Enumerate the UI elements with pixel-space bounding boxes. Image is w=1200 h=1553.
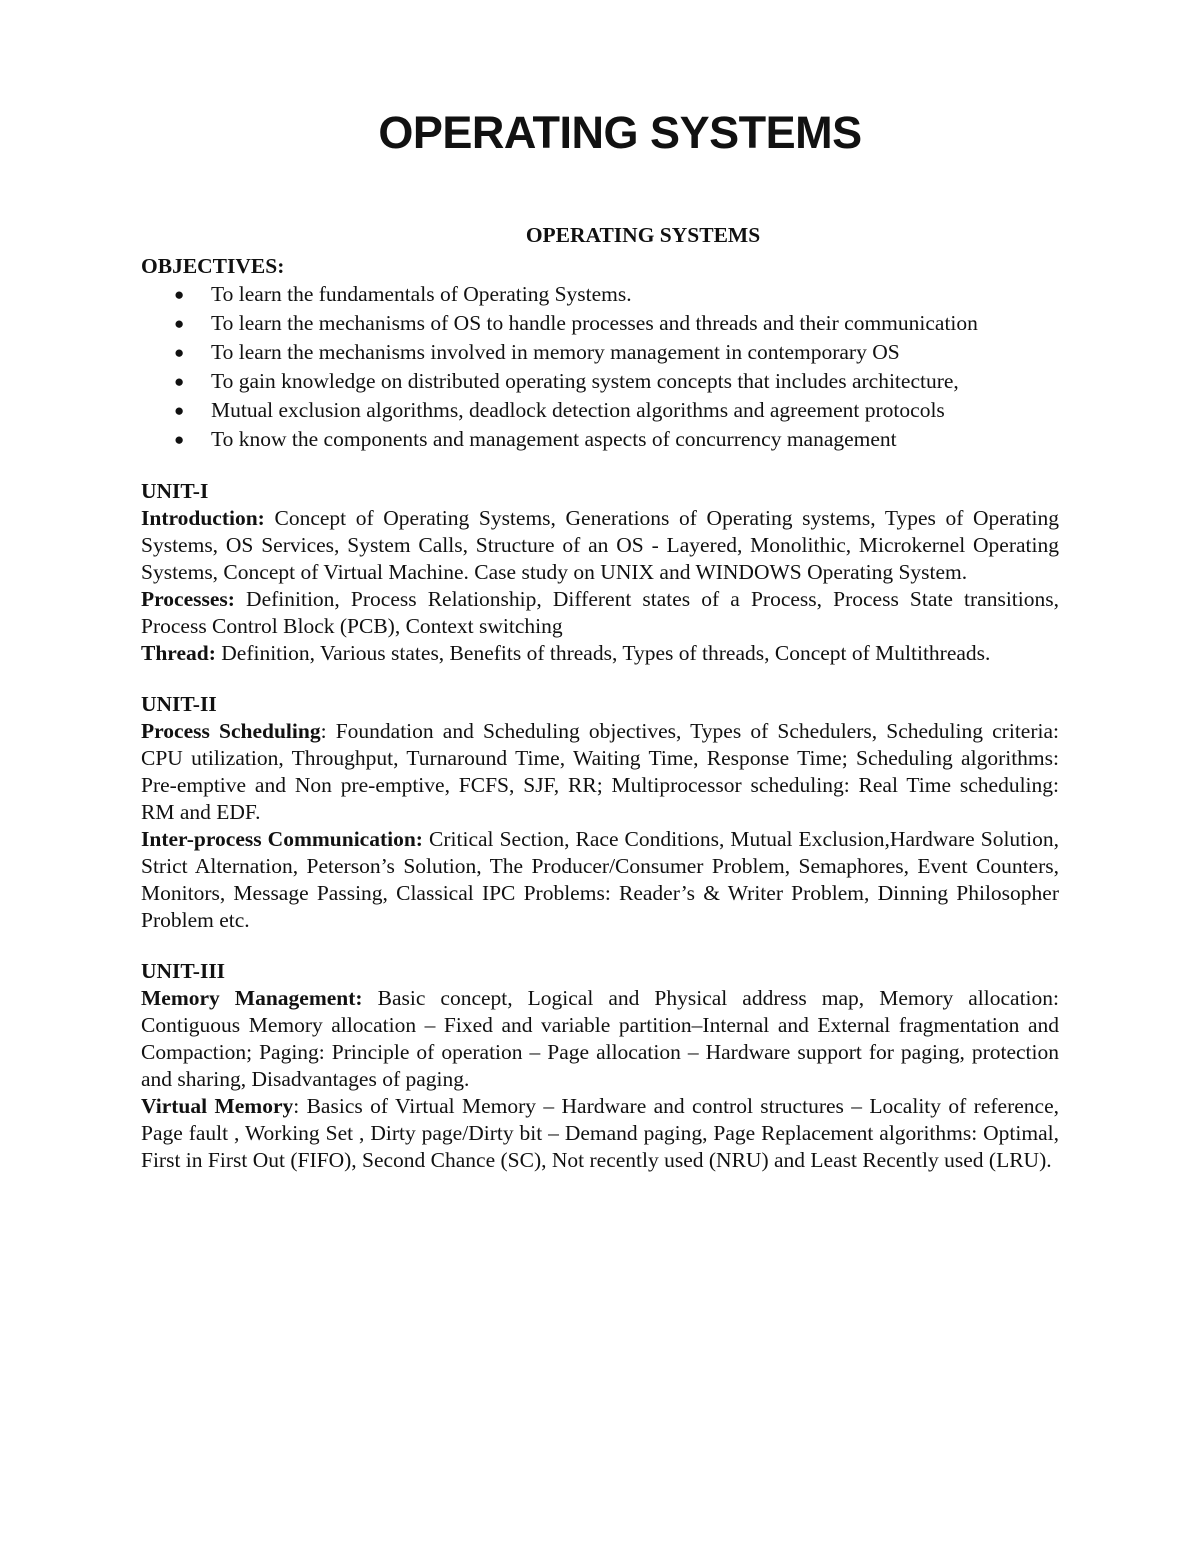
objectives-heading: OBJECTIVES: [141,254,285,278]
topic-text: : Foundation and Scheduling objectives, Types of Schedulers, Scheduling criteria: CPU utilization, Throughput, Turnaround Time, Waiting Time, Response Time; Scheduling algorithms: Pre-emptive and Non pre-emptive, FCFS, SJF, RR; Multiprocessor scheduling: Real Time scheduling: RM and EDF. [141,719,1059,824]
bullet-icon: ● [174,343,185,362]
unit-2-heading: UNIT-II [141,692,217,716]
topic-text: : Basics of Virtual Memory – Hardware and control structures – Locality of reference, Page fault , Working Set , Dirty page/Dirty bit – Demand paging, Page Replacement algorithms: Optimal, First in First Out (FIFO), Second Chance (SC), Not recently used (NRU) and Least Recently used (LRU). [141,1094,1059,1172]
topic-text: Critical Section, Race Conditions, Mutual Exclusion,Hardware Solution, Strict Alternation, Peterson’s Solution, The Producer/Consumer Problem, Semaphores, Event Counters, Monitors, Message Passing, Classical IPC Problems: Reader’s & Writer Problem, Dinning Philosopher Problem etc. [141,827,1059,932]
objective-text: To learn the mechanisms of OS to handle processes and threads and their communication [211,311,978,335]
topic-text: Concept of Operating Systems, Generations of Operating systems, Types of Operating Systems, OS Services, System Calls, Structure of an OS - Layered, Monolithic, Microkernel Operating Systems, Concept of Virtual Machine. Case study on UNIX and WINDOWS Operating System. [141,506,1059,584]
topic-text: Basic concept, Logical and Physical address map, Memory allocation: Contiguous Memory allocation – Fixed and variable partition–Internal and External fragmentation and Compaction; Paging: Principle of operation – Page allocation – Hardware support for paging, protection and sharing, Disadvantages of paging. [141,986,1060,1091]
document-body [141,222,1059,1174]
bullet-icon: ● [174,430,185,449]
topic-label: Processes: [141,587,235,611]
unit-1-heading: UNIT-I [141,479,209,503]
subtitle: OPERATING SYSTEMS [525,223,761,247]
objectives-list [141,280,1059,454]
bullet-icon: ● [174,401,185,420]
unit-2-ipc [141,826,1059,934]
bullet-icon: ● [174,285,185,304]
unit-1-introduction [141,505,1059,586]
unit-1-thread [141,640,1059,667]
bullet-icon: ● [174,314,185,333]
objective-item [141,338,1059,367]
topic-label: Inter-process Communication: [141,827,423,851]
unit-3-virtual-memory [141,1093,1059,1174]
objective-text: Mutual exclusion algorithms, deadlock detection algorithms and agreement protocols [211,398,945,422]
topic-label: Introduction: [141,506,265,530]
objective-text: To gain knowledge on distributed operating system concepts that includes architecture, [211,369,959,393]
unit-1-processes [141,586,1059,640]
topic-label: Virtual Memory [141,1094,294,1118]
objective-item [141,425,1059,454]
objective-item [141,367,1059,396]
unit-3-memory-management [141,985,1059,1093]
unit-2-process-scheduling [141,718,1059,826]
topic-label: Memory Management: [141,986,363,1010]
objective-item [141,309,1059,338]
unit-3-heading: UNIT-III [141,959,226,983]
page-title: OPERATING SYSTEMS [378,107,862,158]
topic-text: Definition, Process Relationship, Different states of a Process, Process State transitions, Process Control Block (PCB), Context switching [141,587,1059,638]
topic-label: Process Scheduling [141,719,321,743]
objective-text: To know the components and management aspects of concurrency management [211,427,897,451]
objective-item [141,280,1059,309]
topic-text: Definition, Various states, Benefits of threads, Types of threads, Concept of Multithreads. [215,641,991,665]
objective-text: To learn the mechanisms involved in memory management in contemporary OS [211,340,900,364]
objective-text: To learn the fundamentals of Operating Systems. [211,282,632,306]
topic-label: Thread: [141,641,216,665]
bullet-icon: ● [174,372,185,391]
objective-item [141,396,1059,425]
